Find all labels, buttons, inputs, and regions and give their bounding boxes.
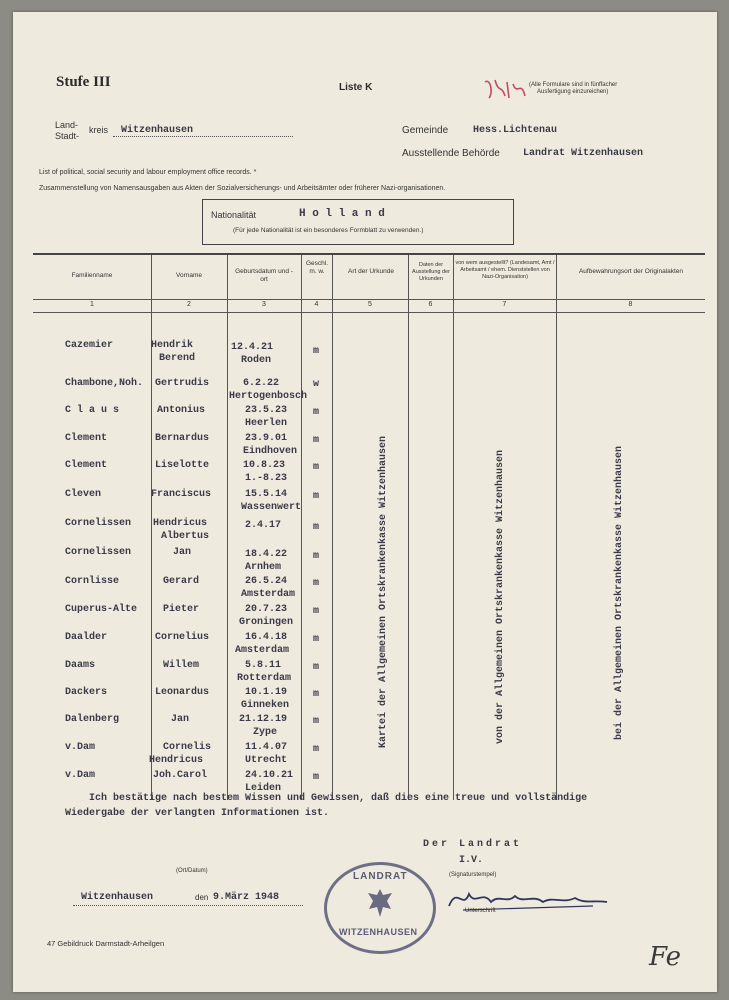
cell-vorname: Liselotte (155, 460, 210, 471)
kreis-label: kreis (89, 125, 109, 135)
confirmation-line-2: Wiedergabe der verlangten Informationen ist. (65, 808, 330, 819)
cell-geburtsort: Heerlen (245, 418, 288, 429)
cell-geschlecht: m (313, 522, 320, 533)
cell-geburtsdatum: 26.5.24 (245, 576, 288, 587)
cell-vorname: Bernardus (155, 433, 210, 444)
behoerde-value: Landrat Witzenhausen (523, 148, 644, 159)
der-landrat: Der Landrat (423, 839, 523, 850)
cell-vorname-2: Albertus (161, 531, 210, 542)
column-header: Art der Urkunde (348, 268, 394, 275)
cell-geburtsdatum: 16.4.18 (245, 632, 288, 643)
liste-heading: Liste K (339, 82, 373, 93)
cell-vorname: Hendricus (153, 518, 208, 529)
cell-geburtsdatum: 18.4.22 (245, 549, 288, 560)
stadt-label: Stadt- (55, 131, 80, 141)
cell-geburtsort: Leiden (245, 783, 282, 794)
column-number: 5 (368, 301, 372, 308)
formular-note-1: (Alle Formulare sind in fünffacher (529, 82, 618, 88)
column-header: Daten der Ausstellung der Urkunden (412, 262, 450, 282)
cell-geschlecht: m (313, 551, 320, 562)
cell-geburtsdatum: 15.5.14 (245, 489, 288, 500)
date-underline (73, 905, 303, 906)
column-header: Geburtsdatum und -ort (235, 268, 293, 283)
cell-familienname: Cornelissen (65, 547, 132, 558)
cell-vorname: Franciscus (151, 489, 212, 500)
official-seal (324, 862, 436, 954)
cell-geburtsdatum: 5.8.11 (245, 660, 282, 671)
cell-geschlecht: m (313, 772, 320, 783)
cell-familienname: Dackers (65, 687, 108, 698)
cell-familienname: Clement (65, 433, 108, 444)
cell-geburtsdatum: 10.1.19 (245, 687, 288, 698)
cell-familienname: Clement (65, 460, 108, 471)
den-label: den (195, 893, 209, 902)
cell-geschlecht: m (313, 634, 320, 645)
seal-text-top: LANDRAT (353, 871, 408, 882)
cell-vorname: Cornelius (155, 632, 210, 643)
cell-familienname: C l a u s (65, 405, 120, 416)
english-subtitle: List of political, social security and labour employment office records. * (39, 169, 257, 176)
cell-familienname: Cazemier (65, 340, 114, 351)
col-divider (453, 255, 454, 800)
nationality-note: (Für jede Nationalität ist ein besonderes Formblatt zu verwenden.) (233, 227, 424, 234)
cell-vorname: Jan (173, 547, 192, 558)
cell-geburtsort: Eindhoven (243, 446, 298, 457)
document-page (13, 12, 717, 992)
cell-geschlecht: m (313, 662, 320, 673)
cell-geburtsdatum: 23.9.01 (245, 433, 288, 444)
cell-geburtsdatum: 12.4.21 (231, 342, 274, 353)
datum-value: 9.März 1948 (213, 892, 280, 903)
nationality-label: Nationalität (211, 210, 257, 220)
cell-familienname: Daalder (65, 632, 108, 643)
cell-familienname: Daams (65, 660, 96, 671)
cell-geburtsort: Amsterdam (241, 589, 296, 600)
column-number: 6 (428, 301, 433, 308)
cell-vorname: Leonardus (155, 687, 210, 698)
column-number: 3 (262, 301, 266, 308)
unterschrift-label: Unterschrift (465, 908, 496, 914)
cell-familienname: Cleven (65, 489, 102, 500)
nationality-box (202, 199, 514, 245)
cell-familienname: Dalenberg (65, 714, 120, 725)
cell-vorname: Gertrudis (155, 378, 210, 389)
ort-value: Witzenhausen (81, 892, 154, 903)
col-divider (227, 255, 228, 800)
cell-geburtsort: Roden (241, 355, 272, 366)
printer-note: 47 Gebildruck Darmstadt-Arheilgen (47, 939, 165, 948)
column-header: Aufbewahrungsort der Originalakten (578, 268, 684, 275)
table-number-rule (33, 312, 705, 313)
cell-geschlecht: m (313, 716, 320, 727)
kreis-underline (113, 136, 293, 137)
cell-familienname: Cornlisse (65, 576, 120, 587)
col-divider (556, 255, 557, 800)
cell-geburtsdatum: 1.-8.23 (245, 473, 288, 484)
cell-vorname: Hendrik (151, 340, 194, 351)
cell-vorname: Pieter (163, 604, 200, 615)
column-number: 2 (187, 301, 191, 308)
cell-geschlecht: m (313, 435, 320, 446)
column-header: Familienname (71, 272, 113, 279)
cell-geburtsdatum: 21.12.19 (239, 714, 288, 725)
nationality-value: H o l l a n d (299, 208, 385, 220)
cell-vorname: Willem (163, 660, 200, 671)
gemeinde-value: Hess.Lichtenau (473, 125, 558, 136)
cell-geburtsort: Rotterdam (237, 673, 292, 684)
land-label: Land- (55, 120, 79, 130)
cell-geburtsdatum: 2.4.17 (245, 520, 282, 531)
cell-geburtsort: Zype (253, 727, 278, 738)
table-top-rule (33, 253, 705, 255)
cell-familienname: Cuperus-Alte (65, 604, 138, 615)
column-number: 8 (628, 301, 633, 308)
column-header: von wem ausgestellt? (Landesamt, Amt / Arbeitsamt / ehem. Dienststellen von Nazi-Organisation) (455, 260, 555, 280)
formular-note-2: Ausfertigung einzureichen) (537, 89, 609, 95)
table-header-rule (33, 299, 705, 300)
column-number: 1 (90, 301, 94, 308)
cell-geburtsdatum: 24.10.21 (245, 770, 294, 781)
signature-label: (Signaturstempel) (449, 872, 497, 878)
col-divider (301, 255, 302, 800)
cell-geschlecht: m (313, 578, 320, 589)
vertical-text-aussteller: von der Allgemeinen Ortskrankenkasse Witzenhausen (495, 449, 506, 744)
column-number: 7 (502, 301, 507, 308)
cell-vorname-2: Berend (159, 353, 196, 364)
german-subtitle: Zusammenstellung von Namensausgaben aus Akten der Sozialversicherungs- und Arbeitsämter oder früherer Nazi-organisationen. (39, 185, 446, 192)
column-header: Vorname (175, 272, 203, 279)
cell-geburtsdatum: 10.8.23 (243, 460, 286, 471)
cell-geburtsdatum: 11.4.07 (245, 742, 288, 753)
cell-vorname: Antonius (157, 405, 206, 416)
vertical-text-aufbewahrung: bei der Allgemeinen Ortskrankenkasse Witzenhausen (614, 445, 625, 740)
cell-geburtsdatum: 20.7.23 (245, 604, 288, 615)
cell-geburtsort: Groningen (239, 617, 294, 628)
cell-geburtsort: Hertogenbosch (229, 391, 308, 402)
stufe-heading: Stufe III (56, 74, 111, 90)
cell-geburtsort: Ginneken (241, 700, 290, 711)
cell-familienname: Chambone,Noh. (65, 378, 144, 389)
eagle-emblem (365, 887, 395, 919)
iv-label: I.V. (459, 855, 484, 866)
seal-text-bottom: WITZENHAUSEN (339, 927, 418, 937)
cell-vorname: Joh.Carol (153, 770, 208, 781)
datum-label: (Ort/Datum) (176, 868, 208, 874)
cell-geschlecht: w (313, 379, 320, 390)
behoerde-label: Ausstellende Behörde (402, 148, 500, 159)
column-number: 4 (314, 301, 319, 308)
cell-vorname: Cornelis (163, 742, 212, 753)
cell-geschlecht: m (313, 606, 320, 617)
cell-vorname: Jan (171, 714, 190, 725)
col-divider (332, 255, 333, 800)
cell-geschlecht: m (313, 689, 320, 700)
cell-geburtsort: Arnhem (245, 562, 282, 573)
confirmation-line-1: Ich bestätige nach bestem Wissen und Gewissen, daß dies eine treue und vollständige (89, 793, 588, 804)
handwritten-initials (481, 74, 531, 104)
cell-familienname: v.Dam (65, 742, 96, 753)
cell-geburtsort: Utrecht (245, 755, 288, 766)
col-divider (408, 255, 409, 800)
column-header: Geschl. m. w. (305, 260, 329, 275)
cell-geschlecht: m (313, 346, 320, 357)
cell-vorname: Gerard (163, 576, 200, 587)
cell-geschlecht: m (313, 407, 320, 418)
cell-familienname: v.Dam (65, 770, 96, 781)
cell-geburtsdatum: 6.2.22 (243, 378, 280, 389)
cell-geburtsdatum: 23.5.23 (245, 405, 288, 416)
cell-geburtsort: Wassenwert (241, 502, 302, 513)
cell-geburtsort: Amsterdam (235, 645, 290, 656)
cell-vorname-2: Hendricus (149, 755, 204, 766)
cell-familienname: Cornelissen (65, 518, 132, 529)
cell-geschlecht: m (313, 491, 320, 502)
col-divider (151, 255, 152, 800)
kreis-value: Witzenhausen (121, 125, 194, 136)
gemeinde-label: Gemeinde (402, 125, 449, 136)
cell-geschlecht: m (313, 744, 320, 755)
cell-geschlecht: m (313, 462, 320, 473)
handwritten-mark: Fe (649, 942, 682, 972)
vertical-text-urkunde: Kartei der Allgemeinen Ortskrankenkasse Witzenhausen (378, 435, 389, 748)
